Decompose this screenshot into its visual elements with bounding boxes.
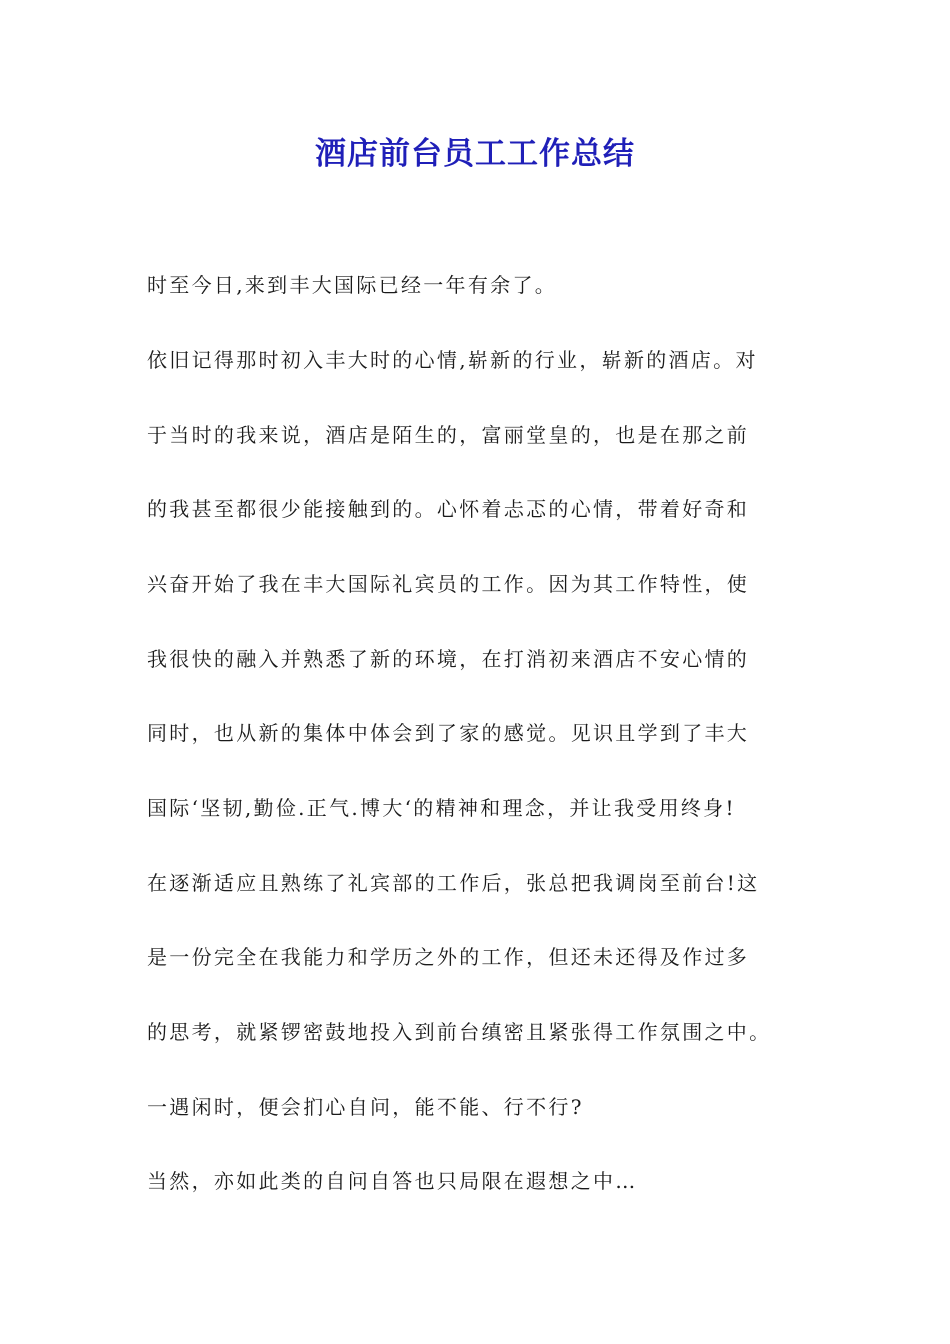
paragraph-line: 兴奋开始了我在丰大国际礼宾员的工作。因为其工作特性，使 bbox=[147, 572, 750, 596]
paragraph-line: 在逐渐适应且熟练了礼宾部的工作后，张总把我调岗至前台!这 bbox=[147, 871, 760, 895]
paragraph-line: 我很快的融入并熟悉了新的环境，在打消初来酒店不安心情的 bbox=[147, 647, 750, 671]
paragraph-line: 的我甚至都很少能接触到的。心怀着忐忑的心情，带着好奇和 bbox=[147, 497, 750, 521]
paragraph-line: 当然，亦如此类的自问自答也只局限在遐想之中… bbox=[147, 1169, 638, 1193]
paragraph-line: 时至今日,来到丰大国际已经一年有余了。 bbox=[147, 273, 558, 297]
paragraph-line: 是一份完全在我能力和学历之外的工作，但还未还得及作过多 bbox=[147, 945, 750, 969]
paragraph-line: 的思考，就紧锣密鼓地投入到前台缜密且紧张得工作氛围之中。 bbox=[147, 1020, 772, 1044]
document-title: 酒店前台员工工作总结 bbox=[315, 136, 635, 172]
paragraph-line: 依旧记得那时初入丰大时的心情,崭新的行业，崭新的酒店。对 bbox=[147, 348, 758, 372]
paragraph-line: 同时，也从新的集体中体会到了家的感觉。见识且学到了丰大 bbox=[147, 721, 750, 745]
paragraph-line: 于当时的我来说，酒店是陌生的，富丽堂皇的，也是在那之前 bbox=[147, 423, 750, 447]
paragraph-line: 一遇闲时，便会扪心自问，能不能、行不行? bbox=[147, 1095, 584, 1119]
paragraph-line: 国际‘坚韧,勤俭.正气.博大‘的精神和理念，并让我受用终身! bbox=[147, 796, 736, 820]
